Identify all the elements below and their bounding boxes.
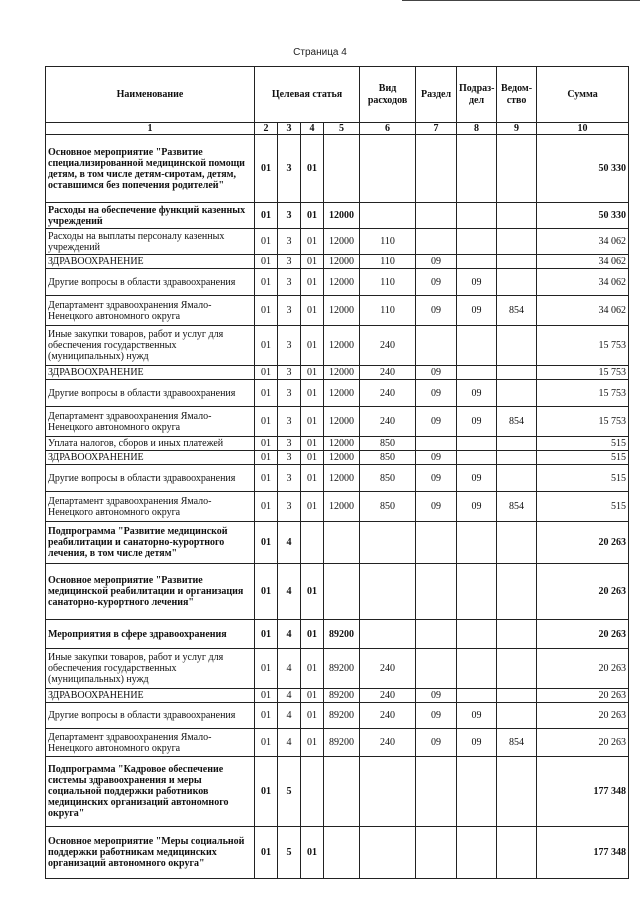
code-event: 01	[301, 407, 324, 437]
code-program: 01	[255, 296, 278, 326]
section: 09	[416, 451, 457, 465]
row-name: Другие вопросы в области здравоохранения	[46, 269, 255, 296]
code-direction: 12000	[324, 326, 360, 366]
code-direction	[324, 827, 360, 879]
expense-type: 110	[360, 269, 416, 296]
code-subprogram: 3	[278, 451, 301, 465]
table-row	[46, 255, 629, 269]
expense-type: 240	[360, 380, 416, 407]
section: 09	[416, 366, 457, 380]
section: 09	[416, 465, 457, 492]
col-num: 10	[537, 123, 629, 135]
row-name: Мероприятия в сфере здравоохранения	[46, 620, 255, 649]
department-code: 854	[497, 729, 537, 757]
code-direction: 12000	[324, 492, 360, 522]
department-code	[497, 522, 537, 564]
code-subprogram: 3	[278, 437, 301, 451]
sum: 20 263	[537, 649, 629, 689]
code-event: 01	[301, 135, 324, 203]
code-subprogram: 5	[278, 827, 301, 879]
department-code	[497, 203, 537, 229]
subsection	[457, 649, 497, 689]
expense-type: 240	[360, 407, 416, 437]
code-event	[301, 757, 324, 827]
department-code	[497, 269, 537, 296]
code-program: 01	[255, 380, 278, 407]
table-row	[46, 649, 629, 689]
code-program: 01	[255, 229, 278, 255]
code-direction	[324, 135, 360, 203]
col-num: 4	[301, 123, 324, 135]
table-row	[46, 437, 629, 451]
column-number-row	[46, 123, 629, 135]
code-program: 01	[255, 522, 278, 564]
subsection: 09	[457, 492, 497, 522]
code-event: 01	[301, 380, 324, 407]
row-name: Иные закупки товаров, работ и услуг для обеспечения государственных (муниципальных) нужд	[46, 649, 255, 689]
sum: 50 330	[537, 203, 629, 229]
subsection: 09	[457, 465, 497, 492]
section: 09	[416, 380, 457, 407]
code-program: 01	[255, 437, 278, 451]
code-program: 01	[255, 366, 278, 380]
code-event: 01	[301, 229, 324, 255]
section: 09	[416, 689, 457, 703]
row-name: ЗДРАВООХРАНЕНИЕ	[46, 255, 255, 269]
sum: 20 263	[537, 564, 629, 620]
code-direction: 12000	[324, 407, 360, 437]
table-row	[46, 296, 629, 326]
subsection	[457, 135, 497, 203]
code-program: 01	[255, 492, 278, 522]
row-name: ЗДРАВООХРАНЕНИЕ	[46, 366, 255, 380]
code-event: 01	[301, 296, 324, 326]
row-name: Подпрограмма "Развитие медицинской реабилитации и санаторно-курортного лечения, в том числе детям"	[46, 522, 255, 564]
sum: 20 263	[537, 703, 629, 729]
code-subprogram: 4	[278, 689, 301, 703]
expense-type: 110	[360, 229, 416, 255]
code-event: 01	[301, 437, 324, 451]
subsection	[457, 689, 497, 703]
expense-type: 240	[360, 326, 416, 366]
expense-type: 850	[360, 492, 416, 522]
code-direction: 89200	[324, 649, 360, 689]
code-program: 01	[255, 689, 278, 703]
table-row	[46, 407, 629, 437]
code-event	[301, 522, 324, 564]
expense-type	[360, 203, 416, 229]
row-name: Уплата налогов, сборов и иных платежей	[46, 437, 255, 451]
code-program: 01	[255, 255, 278, 269]
code-direction: 12000	[324, 203, 360, 229]
code-event: 01	[301, 269, 324, 296]
expense-type	[360, 564, 416, 620]
section	[416, 437, 457, 451]
header-row	[46, 67, 629, 123]
col-num: 2	[255, 123, 278, 135]
row-name: Подпрограмма "Кадровое обеспечение системы здравоохранения и меры социальной поддержки работников медицинских организаций автономного округа"	[46, 757, 255, 827]
code-program: 01	[255, 827, 278, 879]
code-event: 01	[301, 689, 324, 703]
sum: 34 062	[537, 229, 629, 255]
code-program: 01	[255, 757, 278, 827]
section	[416, 827, 457, 879]
subsection: 09	[457, 269, 497, 296]
department-code	[497, 689, 537, 703]
code-subprogram: 3	[278, 326, 301, 366]
sum: 34 062	[537, 296, 629, 326]
code-subprogram: 3	[278, 492, 301, 522]
expense-type: 240	[360, 366, 416, 380]
row-name: Другие вопросы в области здравоохранения	[46, 465, 255, 492]
page-number: Страница 4	[293, 47, 347, 58]
department-code	[497, 620, 537, 649]
row-name: Департамент здравоохранения Ямало-Ненецкого автономного округа	[46, 729, 255, 757]
code-subprogram: 3	[278, 229, 301, 255]
expense-type: 240	[360, 703, 416, 729]
code-subprogram: 4	[278, 522, 301, 564]
section: 09	[416, 703, 457, 729]
code-subprogram: 3	[278, 465, 301, 492]
subsection	[457, 255, 497, 269]
code-event: 01	[301, 255, 324, 269]
code-subprogram: 3	[278, 135, 301, 203]
department-code	[497, 255, 537, 269]
sum: 34 062	[537, 269, 629, 296]
col-num: 9	[497, 123, 537, 135]
code-event: 01	[301, 729, 324, 757]
row-name: Основное мероприятие "Меры социальной поддержки работникам медицинских организаций автономного округа"	[46, 827, 255, 879]
subsection	[457, 757, 497, 827]
subsection	[457, 229, 497, 255]
code-event: 01	[301, 564, 324, 620]
code-program: 01	[255, 465, 278, 492]
code-direction: 12000	[324, 437, 360, 451]
row-name: ЗДРАВООХРАНЕНИЕ	[46, 689, 255, 703]
subsection	[457, 366, 497, 380]
subsection: 09	[457, 380, 497, 407]
table-row	[46, 827, 629, 879]
code-event: 01	[301, 203, 324, 229]
col-num: 7	[416, 123, 457, 135]
subsection	[457, 437, 497, 451]
sum: 20 263	[537, 620, 629, 649]
department-code	[497, 465, 537, 492]
code-program: 01	[255, 564, 278, 620]
section: 09	[416, 729, 457, 757]
table-row	[46, 135, 629, 203]
department-code	[497, 649, 537, 689]
section	[416, 564, 457, 620]
table-row	[46, 203, 629, 229]
col-num: 1	[46, 123, 255, 135]
department-code	[497, 229, 537, 255]
row-name: Расходы на обеспечение функций казенных учреждений	[46, 203, 255, 229]
section: 09	[416, 255, 457, 269]
expense-type: 110	[360, 296, 416, 326]
code-subprogram: 4	[278, 703, 301, 729]
code-direction	[324, 564, 360, 620]
section: 09	[416, 296, 457, 326]
department-code	[497, 437, 537, 451]
code-direction: 89200	[324, 689, 360, 703]
expense-type: 850	[360, 465, 416, 492]
sum: 15 753	[537, 326, 629, 366]
sum: 15 753	[537, 366, 629, 380]
department-code	[497, 703, 537, 729]
department-code	[497, 366, 537, 380]
code-direction	[324, 522, 360, 564]
code-direction: 12000	[324, 465, 360, 492]
code-subprogram: 3	[278, 203, 301, 229]
code-program: 01	[255, 620, 278, 649]
col-num: 6	[360, 123, 416, 135]
code-subprogram: 3	[278, 296, 301, 326]
code-direction: 12000	[324, 366, 360, 380]
code-event: 01	[301, 703, 324, 729]
expense-type	[360, 522, 416, 564]
table-row	[46, 326, 629, 366]
code-subprogram: 3	[278, 366, 301, 380]
budget-table	[45, 66, 629, 879]
row-name: Основное мероприятие "Развитие медицинской реабилитации и организация санаторно-курортного лечения"	[46, 564, 255, 620]
sum: 177 348	[537, 827, 629, 879]
col-num: 5	[324, 123, 360, 135]
code-program: 01	[255, 269, 278, 296]
sum: 50 330	[537, 135, 629, 203]
subsection: 09	[457, 407, 497, 437]
sum: 515	[537, 492, 629, 522]
section	[416, 135, 457, 203]
section	[416, 229, 457, 255]
section: 09	[416, 492, 457, 522]
code-program: 01	[255, 729, 278, 757]
code-program: 01	[255, 703, 278, 729]
sum: 177 348	[537, 757, 629, 827]
header-expense-type: Вид расходов	[360, 67, 416, 123]
section: 09	[416, 269, 457, 296]
code-program: 01	[255, 203, 278, 229]
code-subprogram: 3	[278, 407, 301, 437]
table-row	[46, 729, 629, 757]
table-row	[46, 564, 629, 620]
sum: 20 263	[537, 729, 629, 757]
code-event: 01	[301, 492, 324, 522]
department-code	[497, 757, 537, 827]
subsection: 09	[457, 703, 497, 729]
expense-type	[360, 757, 416, 827]
table-row	[46, 522, 629, 564]
code-direction: 12000	[324, 451, 360, 465]
department-code: 854	[497, 492, 537, 522]
code-direction: 89200	[324, 729, 360, 757]
code-program: 01	[255, 649, 278, 689]
code-subprogram: 4	[278, 564, 301, 620]
expense-type: 850	[360, 437, 416, 451]
expense-type	[360, 620, 416, 649]
row-name: Департамент здравоохранения Ямало-Ненецкого автономного округа	[46, 296, 255, 326]
department-code	[497, 451, 537, 465]
department-code	[497, 326, 537, 366]
row-name: Другие вопросы в области здравоохранения	[46, 380, 255, 407]
section	[416, 649, 457, 689]
subsection	[457, 827, 497, 879]
code-subprogram: 3	[278, 269, 301, 296]
table-row	[46, 492, 629, 522]
department-code: 854	[497, 296, 537, 326]
row-name: Иные закупки товаров, работ и услуг для обеспечения государственных (муниципальных) нужд	[46, 326, 255, 366]
code-subprogram: 4	[278, 620, 301, 649]
sum: 515	[537, 451, 629, 465]
code-direction: 12000	[324, 255, 360, 269]
expense-type	[360, 135, 416, 203]
table-row	[46, 229, 629, 255]
col-num: 8	[457, 123, 497, 135]
expense-type: 240	[360, 729, 416, 757]
section	[416, 326, 457, 366]
subsection	[457, 522, 497, 564]
row-name: Расходы на выплаты персоналу казенных учреждений	[46, 229, 255, 255]
table-row	[46, 465, 629, 492]
subsection	[457, 451, 497, 465]
table-row	[46, 689, 629, 703]
code-program: 01	[255, 135, 278, 203]
code-direction: 12000	[324, 229, 360, 255]
code-program: 01	[255, 451, 278, 465]
code-direction: 89200	[324, 703, 360, 729]
header-sum: Сумма	[537, 67, 629, 123]
subsection: 09	[457, 729, 497, 757]
section	[416, 522, 457, 564]
header-name: Наименование	[46, 67, 255, 123]
expense-type	[360, 827, 416, 879]
subsection	[457, 564, 497, 620]
code-subprogram: 3	[278, 255, 301, 269]
code-direction: 12000	[324, 269, 360, 296]
row-name: Департамент здравоохранения Ямало-Ненецкого автономного округа	[46, 492, 255, 522]
section: 09	[416, 407, 457, 437]
sum: 15 753	[537, 407, 629, 437]
subsection	[457, 620, 497, 649]
code-event: 01	[301, 326, 324, 366]
col-num: 3	[278, 123, 301, 135]
department-code: 854	[497, 407, 537, 437]
subsection	[457, 326, 497, 366]
table-row	[46, 620, 629, 649]
sum: 34 062	[537, 255, 629, 269]
section	[416, 203, 457, 229]
expense-type: 850	[360, 451, 416, 465]
table-row	[46, 366, 629, 380]
section	[416, 757, 457, 827]
row-name: Департамент здравоохранения Ямало-Ненецкого автономного округа	[46, 407, 255, 437]
header-subsection: Подраз-дел	[457, 67, 497, 123]
code-subprogram: 3	[278, 380, 301, 407]
subsection	[457, 203, 497, 229]
table-row	[46, 269, 629, 296]
department-code	[497, 564, 537, 620]
code-event: 01	[301, 620, 324, 649]
department-code	[497, 827, 537, 879]
sum: 20 263	[537, 522, 629, 564]
subsection: 09	[457, 296, 497, 326]
sum: 515	[537, 465, 629, 492]
row-name: ЗДРАВООХРАНЕНИЕ	[46, 451, 255, 465]
expense-type: 110	[360, 255, 416, 269]
code-direction: 89200	[324, 620, 360, 649]
code-direction: 12000	[324, 380, 360, 407]
code-event: 01	[301, 366, 324, 380]
code-direction	[324, 757, 360, 827]
table-row	[46, 703, 629, 729]
department-code	[497, 135, 537, 203]
code-direction: 12000	[324, 296, 360, 326]
header-section: Раздел	[416, 67, 457, 123]
top-rule	[402, 0, 640, 1]
sum: 15 753	[537, 380, 629, 407]
section	[416, 620, 457, 649]
code-event: 01	[301, 827, 324, 879]
code-event: 01	[301, 649, 324, 689]
row-name: Другие вопросы в области здравоохранения	[46, 703, 255, 729]
code-program: 01	[255, 326, 278, 366]
code-subprogram: 4	[278, 649, 301, 689]
code-subprogram: 5	[278, 757, 301, 827]
code-subprogram: 4	[278, 729, 301, 757]
header-target: Целевая статья	[255, 67, 360, 123]
table-row	[46, 451, 629, 465]
sum: 515	[537, 437, 629, 451]
department-code	[497, 380, 537, 407]
expense-type: 240	[360, 689, 416, 703]
code-event: 01	[301, 465, 324, 492]
expense-type: 240	[360, 649, 416, 689]
sum: 20 263	[537, 689, 629, 703]
code-event: 01	[301, 451, 324, 465]
header-department: Ведом-ство	[497, 67, 537, 123]
code-program: 01	[255, 407, 278, 437]
table-row	[46, 757, 629, 827]
table-row	[46, 380, 629, 407]
row-name: Основное мероприятие "Развитие специализированной медицинской помощи детям, в том числе детям-сиротам, детям, оставшимся без попечения родителей"	[46, 135, 255, 203]
